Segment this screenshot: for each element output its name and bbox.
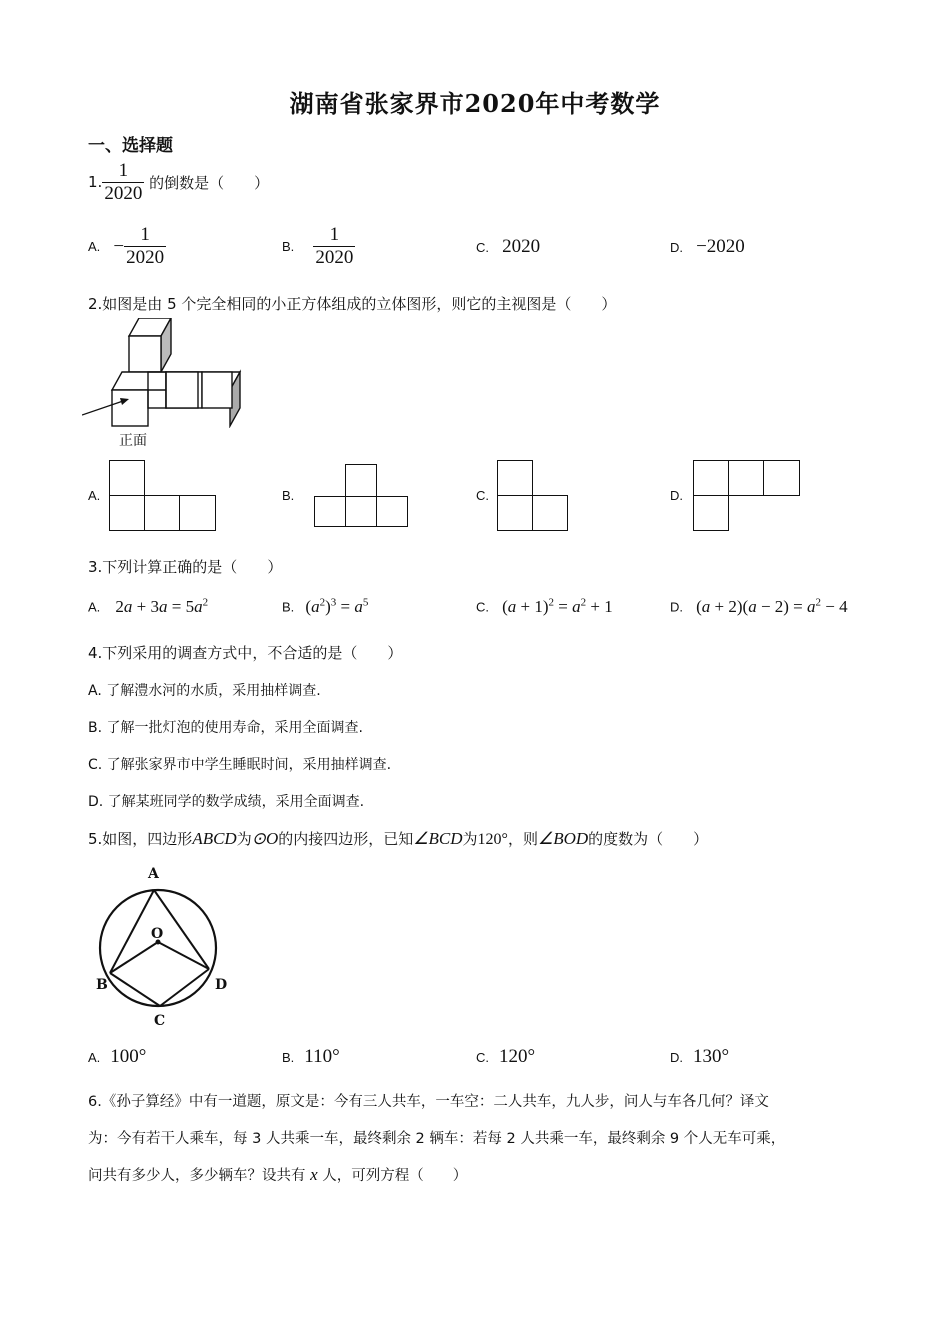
question-6-line-2: 为：今有若干人乘车，每 3 人共乘一车，最终剩余 2 辆车：若每 2 人共乘一车，最终剩余 9 个人无车可乘， [88,1131,786,1147]
q3-option-b: B. $(a^2)^3 = a^5$ [282,596,369,616]
point-a-label: A [148,866,159,882]
q4-option-c: C. 了解张家界市中学生睡眠时间，采用抽样调查. [88,757,392,773]
q2-option-c-label: C. [476,488,489,503]
q5-option-b: B. 110° [282,1046,340,1067]
question-3-stem: 3.下列计算正确的是（ ） [88,558,283,576]
page-title: 湖南省张家界市2020年中考数学 [289,89,661,118]
q4-option-b: B. 了解一批灯泡的使用寿命，采用全面调查. [88,720,363,736]
section-heading: 一、选择题 [88,136,173,156]
point-c-label: C [154,1013,166,1029]
question-6-line-1: 6.《孙子算经》中有一道题，原文是：今有三人共车，一车空：二人共车，九人步，问人与车各几何？译文 [88,1094,769,1110]
point-o-label: O [151,926,164,942]
q1-option-c: C. 2020 [476,236,541,257]
q1-option-d: D. −2020 [670,236,745,257]
cube-solid-figure [82,318,267,428]
q2-option-b-label: B. [282,488,295,503]
question-4-stem: 4.下列采用的调查方式中，不合适的是（ ） [88,644,403,662]
q4-option-a: A. 了解澧水河的水质，采用抽样调查. [88,683,321,699]
question-5-stem: 5.如图，四边形ABCD为⊙O的内接四边形，已知∠BCD为120°，则∠BOD的度数为（ ） [88,829,709,848]
point-b-label: B [96,977,108,993]
q3-option-c: C. $(a + 1)^2 = a^2 + 1$ [476,596,613,616]
q4-option-d: D. 了解某班同学的数学成绩，采用全面调查. [88,794,365,810]
point-d-label: D [215,977,228,993]
question-1 [88,160,269,205]
circle-quadrilateral-figure [92,860,237,1030]
q3-option-d: D. $(a + 2)(a - 2) = a^2 - 4$ [670,596,848,616]
q2-option-d-label: D. [670,488,683,503]
q1-option-a: A. − $\frac{1}{2020}$ [88,224,165,268]
q5-option-d: D. 130° [670,1046,730,1067]
question-2-stem: 2.如图是由 5 个完全相同的小正方体组成的立体图形，则它的主视图是（ ） [88,295,617,313]
q3-option-a: A. $2a + 3a = 5a^2$ [88,596,209,616]
q1-fraction: $\frac{1}{2020}$ [104,160,143,204]
q5-option-c: C. 120° [476,1046,536,1067]
question-6-line-3: 问共有多少人，多少辆车？设共有 x 人，可列方程（ ） [88,1165,468,1184]
q1-option-b: B. $\frac{1}{2020}$ [282,224,354,268]
q5-option-a: A. 100° [88,1046,147,1067]
q1-number: 1. [88,173,103,191]
front-label: 正面 [119,433,147,449]
q2-option-a-label: A. [88,488,101,503]
q1-stem: 的倒数是（ ） [149,174,270,192]
